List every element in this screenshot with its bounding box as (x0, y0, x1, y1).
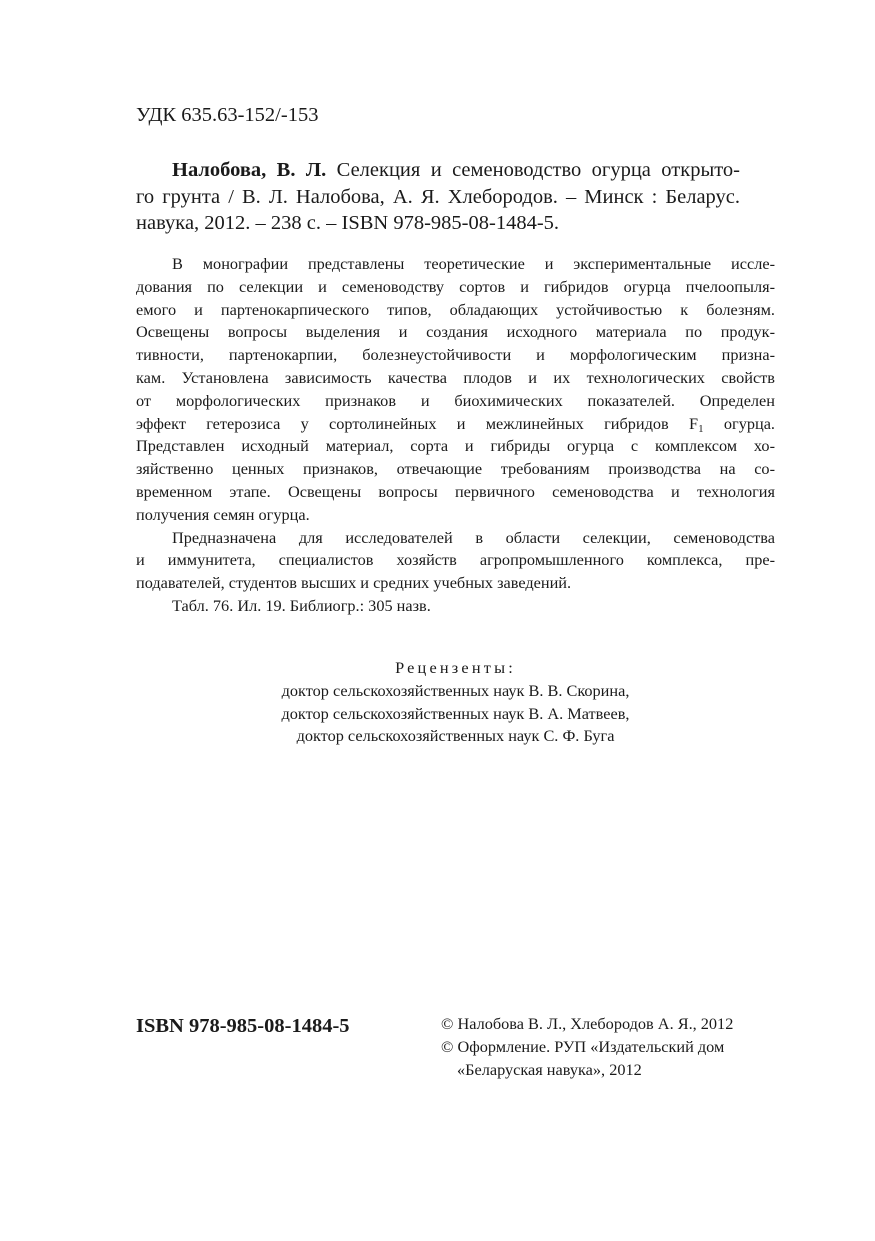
abstract-line: В монографии представлены теоретические и экспериментальные иссле- (172, 254, 775, 273)
bibliographic-record (136, 157, 740, 237)
audience-line: и иммунитета, специалистов хозяйств агропромышленного комплекса, пре- (136, 550, 775, 570)
abstract-line: временном этапе. Освещены вопросы первичного семеноводства и технология (136, 481, 775, 501)
biblio-line-3: навука, 2012. – 238 с. – ISBN 978-985-08-1484-5. (136, 212, 560, 234)
abstract-line: от морфологических признаков и биохимических показателей. Определен (136, 390, 775, 410)
copyright-authors: © Налобова В. Л., Хлебородов А. Я., 2012 (441, 1014, 734, 1033)
abstract-line: емого и партенокарпического типов, обладающих устойчивостью к болезням. (136, 299, 775, 319)
copyright-publisher: «Беларуская навука», 2012 (457, 1059, 642, 1079)
reviewers-heading: Рецензенты: (395, 658, 516, 677)
f1-subscript: 1 (698, 422, 704, 435)
udk-code: УДК 635.63-152/-153 (136, 104, 319, 126)
abstract-line: зяйственно ценных признаков, отвечающие требованиям производства на со- (136, 459, 775, 479)
audience-line: Предназначена для исследователей в области селекции, семеноводства (172, 527, 775, 547)
abstract (136, 253, 775, 618)
abstract-line: дования по селекции и семеноводству сортов и гибридов огурца пчелоопыля- (136, 276, 775, 296)
abstract-line: получения семян огурца. (136, 504, 310, 524)
tables-figures-stats: Табл. 76. Ил. 19. Библиогр.: 305 назв. (172, 595, 431, 615)
biblio-line-2: го грунта / В. Л. Налобова, А. Я. Хлебородов. – Минск : Беларус. (136, 185, 740, 208)
isbn-number: ISBN 978-985-08-1484-5 (136, 1015, 350, 1037)
abstract-line-tail: огурца. (703, 413, 775, 433)
reviewers-block (136, 657, 775, 748)
copyright-block (441, 1013, 733, 1081)
abstract-line: Освещены вопросы выделения и создания исходного материала по продук- (136, 322, 775, 342)
abstract-line: кам. Установлена зависимость качества плодов и их технологических свойств (136, 367, 775, 387)
abstract-line: Представлен исходный материал, сорта и гибриды огурца с комплексом хо- (136, 436, 775, 456)
abstract-line: тивности, партенокарпии, болезнеустойчивости и морфологическим призна- (136, 345, 775, 365)
audience-line: подавателей, студентов высших и средних учебных заведений. (136, 573, 572, 593)
biblio-author: Налобова, В. Л. (172, 159, 327, 181)
copyright-design: © Оформление. РУП «Издательский дом (441, 1036, 725, 1056)
biblio-line-1 (136, 157, 740, 184)
reviewer-name: доктор сельскохозяйственных наук В. А. Матвеев, (281, 703, 630, 723)
biblio-title-start: Селекция и семеноводство огурца открыто- (326, 159, 740, 181)
abstract-line-text: эффект гетерозиса у сортолинейных и межлинейных гибридов F (136, 413, 699, 433)
abstract-line-heterosis (136, 413, 775, 436)
reviewer-name: доктор сельскохозяйственных наук В. В. Скорина, (281, 680, 630, 700)
reviewer-name: доктор сельскохозяйственных наук С. Ф. Буга (296, 726, 615, 746)
